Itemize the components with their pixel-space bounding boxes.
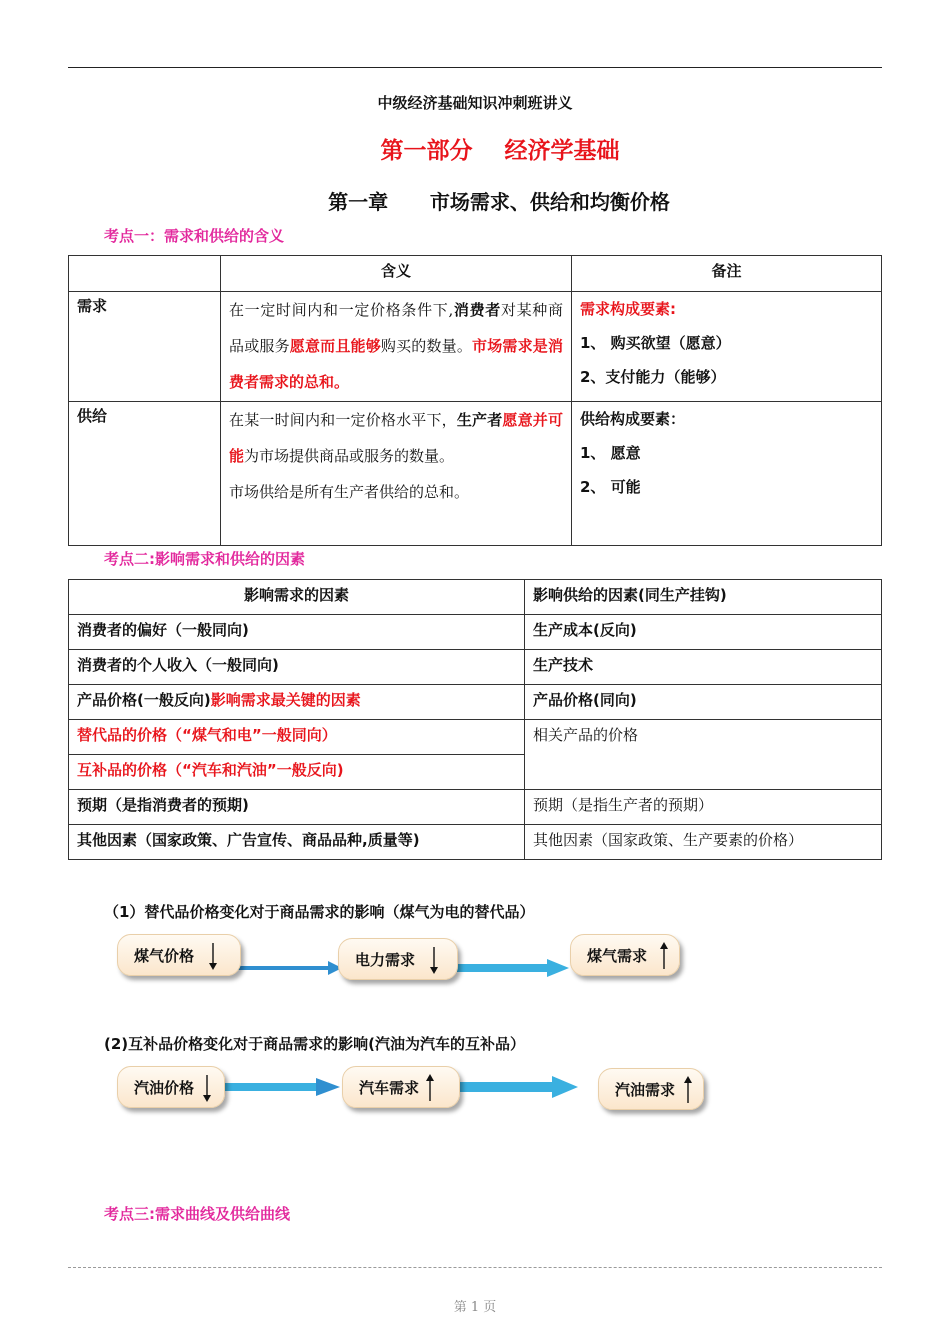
table-row xyxy=(69,720,882,755)
table-row xyxy=(69,650,882,685)
supply-factor: 预期（是指生产者的预期） xyxy=(525,790,882,825)
box-label: 汽油价格 xyxy=(134,1078,195,1097)
factors-table xyxy=(68,579,882,860)
demand-factor: 消费者的偏好（一般同向) xyxy=(69,615,525,650)
text-red: 市场需求是消费者需求的总和。 xyxy=(229,337,563,391)
demand-factor: 互补品的价格（“汽车和汽油”一般反向) xyxy=(69,755,525,790)
header-cell-empty xyxy=(69,256,221,292)
table-header-row xyxy=(69,256,882,292)
header-cell-notes: 备注 xyxy=(572,256,882,292)
table-row-demand xyxy=(69,292,882,402)
note-item: 2、 可能 xyxy=(580,478,641,496)
connector-arrow xyxy=(455,957,575,979)
row-label-supply: 供给 xyxy=(69,402,221,546)
table-header-row xyxy=(69,580,882,615)
text-red: 影响需求最关键的因素 xyxy=(210,691,361,709)
text: 在某一时间内和一定价格水平下， xyxy=(229,411,457,429)
table-row xyxy=(69,825,882,860)
chapter-title: 第一章 市场需求、供给和均衡价格 xyxy=(328,190,670,214)
supply-factor: 相关产品的价格 xyxy=(525,720,882,790)
box-label: 汽油需求 xyxy=(615,1080,676,1099)
diagram-1-heading: （1）替代品价格变化对于商品需求的影响（煤气为电的替代品） xyxy=(104,903,535,921)
part-title: 第一部分 经济学基础 xyxy=(380,138,620,164)
demand-notes xyxy=(572,292,882,402)
note-item: 2、支付能力（能够） xyxy=(580,368,726,386)
note-title: 供给构成要素： xyxy=(580,410,686,428)
supply-factor: 生产成本(反向) xyxy=(525,615,882,650)
text-red: 愿意而且能够 xyxy=(289,337,381,355)
header-cell-supply-factors: 影响供给的因素(同生产挂钩) xyxy=(525,580,882,615)
table-row xyxy=(69,685,882,720)
connector-arrow xyxy=(458,1074,582,1100)
text: 购买的数量。 xyxy=(380,337,473,355)
supply-factor: 其他因素（国家政策、生产要素的价格） xyxy=(525,825,882,860)
text: 对某种商品或服务 xyxy=(229,301,563,355)
document-title: 中级经济基础知识冲刺班讲义 xyxy=(377,94,573,112)
section-heading-1: 考点一：需求和供给的含义 xyxy=(104,227,285,245)
section-heading-2: 考点二:影响需求和供给的因素 xyxy=(104,550,305,568)
footer-rule xyxy=(68,1267,882,1268)
row-label-demand: 需求 xyxy=(69,292,221,402)
note-item: 1、 愿意 xyxy=(580,444,641,462)
table-row xyxy=(69,615,882,650)
demand-factor: 预期（是指消费者的预期) xyxy=(69,790,525,825)
demand-factor xyxy=(69,685,525,720)
box-car-demand xyxy=(342,1066,460,1108)
section-heading-3: 考点三:需求曲线及供给曲线 xyxy=(104,1205,290,1223)
supply-definition xyxy=(221,402,572,546)
page-number: 第 1 页 xyxy=(453,1300,497,1315)
arrow-up-icon xyxy=(659,941,669,971)
connector-arrow xyxy=(236,958,346,978)
arrow-down-icon xyxy=(429,945,439,975)
box-label: 电力需求 xyxy=(355,950,416,969)
supply-notes xyxy=(572,402,882,546)
note-title: 需求构成要素: xyxy=(580,300,676,318)
table-row xyxy=(69,790,882,825)
demand-factor: 消费者的个人收入（一般同向) xyxy=(69,650,525,685)
text: 在一定时间内和一定价格条件下, xyxy=(229,301,454,319)
box-label: 煤气价格 xyxy=(134,946,195,965)
text-bold: 生产者 xyxy=(456,411,503,429)
header-rule xyxy=(68,67,882,68)
supply-factor: 产品价格(同向) xyxy=(525,685,882,720)
arrow-up-icon xyxy=(425,1073,435,1103)
demand-definition xyxy=(221,292,572,402)
note-item: 1、 购买欲望（愿意） xyxy=(580,334,731,352)
header-cell-demand-factors: 影响需求的因素 xyxy=(69,580,525,615)
demand-factor: 替代品的价格（“煤气和电”一般同向） xyxy=(69,720,525,755)
text-red: 愿意并可能 xyxy=(229,411,563,465)
box-label: 汽车需求 xyxy=(359,1078,420,1097)
box-label: 煤气需求 xyxy=(587,946,648,965)
arrow-down-icon xyxy=(202,1073,212,1103)
connector-arrow xyxy=(218,1076,346,1098)
arrow-down-icon xyxy=(208,941,218,971)
text: 为市场提供商品或服务的数量。 xyxy=(244,447,455,465)
header-cell-meaning: 含义 xyxy=(221,256,572,292)
box-electricity-demand xyxy=(338,938,458,980)
text-bold: 消费者 xyxy=(453,301,501,319)
text-line: 市场供给是所有生产者供给的总和。 xyxy=(229,483,470,501)
box-gas-demand xyxy=(570,934,680,976)
supply-factor: 生产技术 xyxy=(525,650,882,685)
definition-table xyxy=(68,255,882,546)
box-gas-price xyxy=(117,934,241,976)
text-bold: 产品价格(一般反向) xyxy=(77,691,211,709)
box-gasoline-price xyxy=(117,1066,225,1108)
arrow-up-icon xyxy=(683,1075,693,1105)
table-row-supply xyxy=(69,402,882,546)
demand-factor: 其他因素（国家政策、广告宣传、商品品种,质量等) xyxy=(69,825,525,860)
box-gasoline-demand xyxy=(598,1068,704,1110)
diagram-2-heading: (2)互补品价格变化对于商品需求的影响(汽油为汽车的互补品） xyxy=(104,1035,526,1053)
